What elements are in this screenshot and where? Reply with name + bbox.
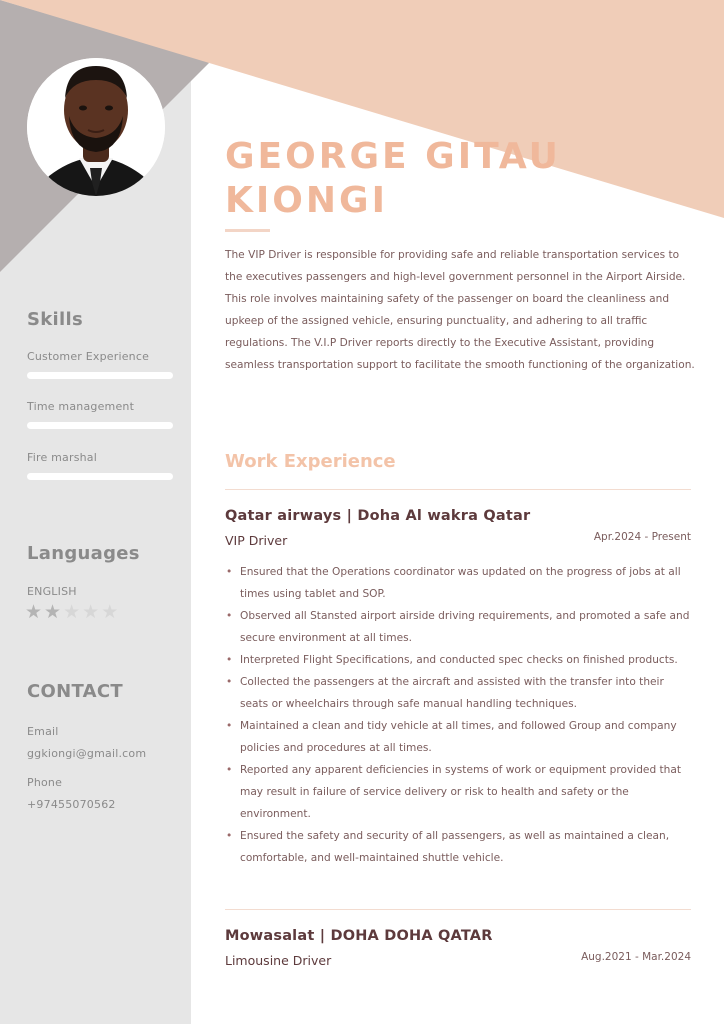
star-icon: ★ xyxy=(63,601,83,623)
skill-bar xyxy=(27,372,173,379)
list-item: • Interpreted Flight Specifications, and conducted spec checks on finished products. xyxy=(225,649,695,671)
job-dates: Apr.2024 - Present xyxy=(593,531,691,543)
email-value: ggkiongi@gmail.com xyxy=(27,747,147,760)
job-dates: Aug.2021 - Mar.2024 xyxy=(581,951,691,963)
work-experience-heading: Work Experience xyxy=(225,451,396,472)
skill-bar xyxy=(27,473,173,480)
skill-label: Time management xyxy=(27,400,135,413)
full-name: GEORGE GITAU KIONGI xyxy=(225,136,561,221)
job-role: Limousine Driver xyxy=(225,953,332,968)
list-item: • Observed all Stansted airport airside driving requirements, and promoted a safe and secure environment at all times. xyxy=(225,605,695,649)
star-icon: ★ xyxy=(82,601,102,623)
profile-photo xyxy=(27,58,165,196)
job-role: VIP Driver xyxy=(225,533,288,548)
phone-label: Phone xyxy=(27,776,63,789)
star-icon: ★ xyxy=(25,601,45,623)
job-company: Mowasalat | DOHA DOHA QATAR xyxy=(225,928,493,944)
star-icon: ★ xyxy=(101,601,121,623)
list-item: • Ensured that the Operations coordinator was updated on the progress of jobs at all times using tablet and SOP. xyxy=(225,561,695,605)
language-name: ENGLISH xyxy=(27,585,77,598)
list-item: • Reported any apparent deficiencies in systems of work or equipment provided that may result in failure of service delivery or risk to health and safety or the environment. xyxy=(225,759,695,825)
email-label: Email xyxy=(27,725,59,738)
phone-value: +97455070562 xyxy=(27,798,116,811)
profile-summary: The VIP Driver is responsible for providing safe and reliable transportation services to the executives passengers and high-level government personnel in the Airport Airside. This role involves maintaining safety of the passenger on board the cleanliness and upkeep of the assigned vehicle, ensuring punctuality, and adhering to all traffic regulations. The V.I.P Driver reports directly to the Executive Assistant, providing seamless transportation support to facilitate the smooth functioning of the organization. xyxy=(225,249,695,371)
job-company: Qatar airways | Doha Al wakra Qatar xyxy=(225,508,531,524)
list-item: • Maintained a clean and tidy vehicle at all times, and followed Group and company policies and procedures at all times. xyxy=(225,715,695,759)
language-rating xyxy=(25,601,120,623)
star-icon: ★ xyxy=(44,601,64,623)
skill-label: Fire marshal xyxy=(27,451,98,464)
job-divider xyxy=(225,909,691,910)
contact-heading: CONTACT xyxy=(27,681,123,702)
skill-bar xyxy=(27,422,173,429)
section-divider xyxy=(225,489,691,490)
avatar xyxy=(27,58,165,196)
skills-heading: Skills xyxy=(27,309,83,330)
skill-label: Customer Experience xyxy=(27,350,150,363)
list-item: • Collected the passengers at the aircraft and assisted with the transfer into their seats or wheelchairs through safe manual handling techniques. xyxy=(225,671,695,715)
job-responsibilities xyxy=(225,561,695,869)
name-underline xyxy=(225,229,270,232)
list-item: • Ensured the safety and security of all passengers, as well as maintained a clean, comfortable, and well-maintained shuttle vehicle. xyxy=(225,825,695,869)
languages-heading: Languages xyxy=(27,543,140,564)
